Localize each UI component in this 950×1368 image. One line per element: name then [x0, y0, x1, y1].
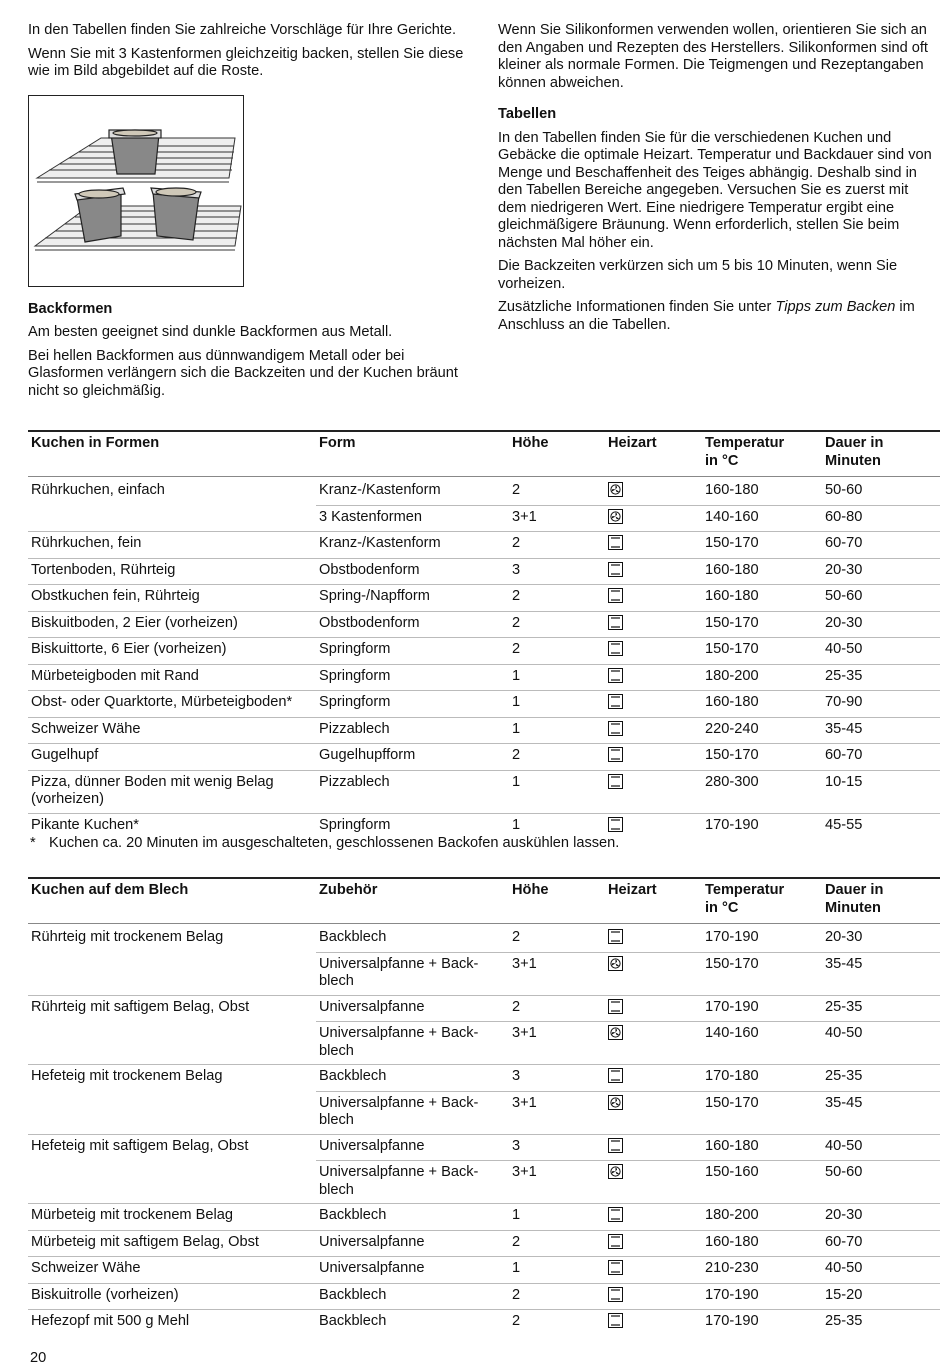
top-bottom-heat-icon — [608, 1235, 623, 1251]
table-row — [28, 477, 940, 506]
top-bottom-heat-icon — [608, 642, 623, 658]
table-kuchen-in-formen — [28, 430, 940, 839]
cell-temp: 150-170 — [702, 638, 822, 665]
zusatz-suffix: im Anschluss an die Tabellen. — [498, 299, 915, 333]
cell-heizart — [605, 1204, 702, 1231]
vorheizen-paragraph: Die Backzeiten verkürzen sich um 5 bis 10 Minuten, wenn Sie vorheizen. — [498, 258, 898, 292]
cell-hoehe: 3+1 — [509, 1022, 605, 1065]
cell-form: Obstbodenform — [316, 558, 509, 585]
cell-dauer: 40-50 — [822, 1022, 940, 1065]
cell-temp: 150-170 — [702, 1091, 822, 1134]
cell-name: Schweizer Wähe — [28, 1257, 316, 1284]
cell-heizart — [605, 1257, 702, 1284]
cell-hoehe: 3 — [509, 558, 605, 585]
cell-hoehe: 3+1 — [509, 505, 605, 532]
cell-form: Backblech — [316, 1283, 509, 1310]
cell-heizart — [605, 717, 702, 744]
cell-dauer: 40-50 — [822, 1257, 940, 1284]
cell-dauer: 10-15 — [822, 770, 940, 813]
fan-icon — [608, 483, 623, 499]
backformen-paragraph-1: Am besten geeignet sind dunkle Backformen aus Metall. — [28, 324, 393, 340]
cell-form: Backblech — [316, 1065, 509, 1092]
cell-hoehe: 2 — [509, 611, 605, 638]
cell-name — [28, 1161, 316, 1204]
cell-dauer: 70-90 — [822, 691, 940, 718]
cell-dauer: 20-30 — [822, 611, 940, 638]
cell-heizart — [605, 505, 702, 532]
cell-heizart — [605, 924, 702, 953]
table-row — [28, 1134, 940, 1161]
table-row — [28, 770, 940, 813]
cell-name: Obst- oder Quarktorte, Mürbeteigboden* — [28, 691, 316, 718]
cell-dauer: 50-60 — [822, 585, 940, 612]
cell-name: Rührteig mit trockenem Belag — [31, 929, 224, 945]
cell-heizart — [605, 1134, 702, 1161]
table-header-row — [28, 431, 940, 477]
cell-heizart — [605, 995, 702, 1022]
top-bottom-heat-icon — [608, 589, 623, 605]
cell-temp: 160-180 — [702, 1134, 822, 1161]
cell-dauer: 40-50 — [822, 1134, 940, 1161]
table-row — [28, 1257, 940, 1284]
cell-heizart — [605, 1091, 702, 1134]
header-hoehe: Höhe — [509, 431, 605, 477]
table-row — [28, 1065, 940, 1092]
top-bottom-heat-icon — [608, 536, 623, 552]
cell-hoehe: 3+1 — [509, 952, 605, 995]
cell-dauer: 25-35 — [822, 664, 940, 691]
cell-hoehe: 3+1 — [509, 1161, 605, 1204]
cell-form: Gugelhupfform — [316, 744, 509, 771]
tabellen-heading: Tabellen — [498, 106, 557, 122]
cell-hoehe: 1 — [509, 770, 605, 813]
cell-name: Biskuittorte, 6 Eier (vorheizen) — [28, 638, 316, 665]
cell-dauer: 25-35 — [822, 995, 940, 1022]
cell-form: Pizzablech — [316, 770, 509, 813]
cell-temp: 160-180 — [702, 558, 822, 585]
cell-temp: 170-190 — [705, 929, 759, 945]
table-row — [28, 1204, 940, 1231]
cell-heizart — [605, 558, 702, 585]
cell-dauer: 50-60 — [822, 1161, 940, 1204]
header-kuchen: Kuchen auf dem Blech — [28, 878, 316, 924]
cell-temp: 160-180 — [702, 691, 822, 718]
cell-temp: 180-200 — [702, 664, 822, 691]
backformen-paragraph-2: Bei hellen Backformen aus dünnwandigem Metall oder bei Glasformen verlängern sich die Backzeiten und der Kuchen bräunt nicht so gleichmäßig. — [28, 347, 458, 399]
cell-heizart — [605, 585, 702, 612]
table-row — [28, 995, 940, 1022]
table-body — [28, 924, 940, 1336]
cell-temp: 150-170 — [702, 611, 822, 638]
cell-dauer: 60-70 — [822, 744, 940, 771]
cell-form: Universalpfanne — [316, 995, 509, 1022]
tabellen-paragraph: In den Tabellen finden Sie für die verschiedenen Kuchen und Gebäcke die optimale Heizart. Temperatur und Backdauer sind von Menge und Beschaffenheit des Teiges abhängig. Deshalb sind in den Tabellen Bereiche angegeben. Versuchen Sie es zuerst mit dem niedrigeren Wert. Eine niedrigere Temperatur ergibt eine gleichmäßigere Bräunung. Wenn erforderlich, stellen Sie beim nächsten Mal höher ein. — [498, 129, 932, 251]
cell-name: Hefezopf mit 500 g Mehl — [28, 1310, 316, 1336]
fan-icon — [608, 1165, 623, 1181]
fan-icon — [608, 510, 623, 526]
header-temperatur: Temperatur in °C — [702, 431, 822, 477]
cell-name: Biskuitboden, 2 Eier (vorheizen) — [28, 611, 316, 638]
top-bottom-heat-icon — [608, 695, 623, 711]
cell-form: 3 Kastenformen — [316, 505, 509, 532]
fan-icon — [608, 1026, 623, 1042]
cell-dauer: 25-35 — [822, 1310, 940, 1336]
cell-hoehe: 3 — [509, 1134, 605, 1161]
cell-name: Tortenboden, Rührteig — [28, 558, 316, 585]
cell-dauer: 25-35 — [822, 1065, 940, 1092]
cell-temp: 150-160 — [702, 1161, 822, 1204]
cell-temp: 180-200 — [702, 1204, 822, 1231]
page-number: 20 — [30, 1350, 47, 1366]
cell-name: Obstkuchen fein, Rührteig — [28, 585, 316, 612]
cell-hoehe: 2 — [509, 1283, 605, 1310]
cell-name: Rührkuchen, fein — [28, 532, 316, 559]
header-kuchen: Kuchen in Formen — [28, 431, 316, 477]
three-loaf-pans-image — [29, 96, 243, 286]
table-row — [28, 1230, 940, 1257]
header-dauer: Dauer in Minuten — [822, 878, 940, 924]
table-row — [28, 924, 940, 953]
top-bottom-heat-icon — [608, 563, 623, 579]
table-row — [28, 1283, 940, 1310]
cell-form: Universalpfanne + Back-blech — [316, 952, 509, 995]
cell-temp: 160-180 — [702, 585, 822, 612]
cell-heizart — [605, 1230, 702, 1257]
cell-heizart — [605, 638, 702, 665]
cell-hoehe: 1 — [509, 717, 605, 744]
table-row — [28, 744, 940, 771]
cell-hoehe: 3 — [509, 1065, 605, 1092]
cell-name — [28, 1091, 316, 1134]
cell-heizart — [605, 952, 702, 995]
cell-hoehe: 1 — [509, 664, 605, 691]
cell-hoehe: 2 — [509, 638, 605, 665]
cell-temp: 220-240 — [702, 717, 822, 744]
cell-form: Springform — [316, 664, 509, 691]
cell-temp: 140-160 — [702, 505, 822, 532]
cell-heizart — [605, 744, 702, 771]
cell-heizart — [605, 532, 702, 559]
right-column — [498, 22, 938, 340]
cell-dauer: 20-30 — [822, 558, 940, 585]
cell-name: Hefeteig mit saftigem Belag, Obst — [28, 1134, 316, 1161]
cell-hoehe: 2 — [509, 1230, 605, 1257]
top-bottom-heat-icon — [608, 669, 623, 685]
cell-heizart — [605, 611, 702, 638]
cell-form: Universalpfanne + Back-blech — [316, 1022, 509, 1065]
cell-name: Gugelhupf — [28, 744, 316, 771]
cell-name — [28, 505, 316, 532]
kastenformen-paragraph: Wenn Sie mit 3 Kastenformen gleichzeitig backen, stellen Sie diese wie im Bild abgebildet auf die Roste. — [28, 45, 464, 79]
cell-temp: 280-300 — [702, 770, 822, 813]
cell-dauer: 60-70 — [822, 1230, 940, 1257]
header-temperatur: Temperatur in °C — [702, 878, 822, 924]
cell-temp: 140-160 — [702, 1022, 822, 1065]
table-row — [28, 611, 940, 638]
cell-heizart — [605, 770, 702, 813]
header-heizart: Heizart — [605, 878, 702, 924]
cell-form: Obstbodenform — [316, 611, 509, 638]
cell-dauer: 20-30 — [825, 929, 863, 945]
table-row — [28, 1310, 940, 1336]
cell-form: Universalpfanne + Back-blech — [316, 1091, 509, 1134]
cell-dauer: 20-30 — [822, 1204, 940, 1231]
intro-paragraph: In den Tabellen finden Sie zahlreiche Vorschläge für Ihre Gerichte. — [28, 22, 457, 38]
header-form: Form — [316, 431, 509, 477]
cell-name: Rührkuchen, einfach — [31, 482, 165, 498]
cell-form: Pizzablech — [316, 717, 509, 744]
top-bottom-heat-icon — [608, 1069, 623, 1085]
cell-temp: 210-230 — [702, 1257, 822, 1284]
table-row — [28, 585, 940, 612]
cell-heizart — [605, 477, 702, 506]
header-heizart: Heizart — [605, 431, 702, 477]
cell-temp: 150-170 — [702, 532, 822, 559]
backformen-heading: Backformen — [28, 300, 113, 317]
cell-form: Springform — [316, 638, 509, 665]
cell-dauer: 50-60 — [825, 482, 863, 498]
top-bottom-heat-icon — [608, 1000, 623, 1016]
cell-form: Universalpfanne — [316, 1230, 509, 1257]
cell-hoehe: 2 — [509, 1310, 605, 1336]
cell-hoehe: 2 — [509, 744, 605, 771]
footnote-star: * — [30, 835, 36, 851]
table-row — [28, 558, 940, 585]
cell-heizart — [605, 1310, 702, 1336]
fan-icon — [608, 1096, 623, 1112]
cell-temp: 150-170 — [702, 744, 822, 771]
top-bottom-heat-icon — [608, 722, 623, 738]
top-bottom-heat-icon — [608, 930, 623, 946]
table-row — [28, 1161, 940, 1204]
table-row — [28, 1022, 940, 1065]
cell-form: Springform — [316, 691, 509, 718]
footnote-text: Kuchen ca. 20 Minuten im ausgeschalteten, geschlossenen Backofen auskühlen lassen. — [49, 835, 620, 851]
cell-name: Mürbeteigboden mit Rand — [28, 664, 316, 691]
cell-heizart — [605, 1022, 702, 1065]
cell-name: Biskuitrolle (vorheizen) — [28, 1283, 316, 1310]
cell-hoehe: 1 — [509, 813, 605, 839]
table-row — [28, 1091, 940, 1134]
header-zubehoer: Zubehör — [316, 878, 509, 924]
table-row — [28, 952, 940, 995]
cell-form: Backblech — [316, 1310, 509, 1336]
top-bottom-heat-icon — [608, 1139, 623, 1155]
cell-name — [28, 952, 316, 995]
table-row — [28, 691, 940, 718]
cell-temp: 160-180 — [705, 482, 759, 498]
header-dauer: Dauer in Minuten — [822, 431, 940, 477]
table-body — [28, 477, 940, 840]
cell-heizart — [605, 1283, 702, 1310]
tipps-link-text: Tipps zum Backen — [775, 299, 896, 315]
cell-form: Backblech — [319, 929, 387, 945]
cell-dauer: 60-70 — [822, 532, 940, 559]
cell-dauer: 15-20 — [822, 1283, 940, 1310]
cell-temp: 170-190 — [702, 813, 822, 839]
cell-name — [28, 1022, 316, 1065]
cell-hoehe: 1 — [509, 1204, 605, 1231]
cell-temp: 170-190 — [702, 1283, 822, 1310]
top-bottom-heat-icon — [608, 1208, 623, 1224]
header-hoehe: Höhe — [509, 878, 605, 924]
cell-hoehe: 2 — [512, 929, 521, 945]
cell-form: Universalpfanne — [316, 1134, 509, 1161]
cell-dauer: 45-55 — [822, 813, 940, 839]
cell-heizart — [605, 664, 702, 691]
cell-name: Pikante Kuchen* — [28, 813, 316, 839]
cell-dauer: 60-80 — [822, 505, 940, 532]
cell-form: Backblech — [316, 1204, 509, 1231]
zusatz-prefix: Zusätzliche Informationen finden Sie unter — [498, 299, 776, 315]
left-column — [28, 22, 468, 406]
cell-dauer: 40-50 — [822, 638, 940, 665]
top-bottom-heat-icon — [608, 1288, 623, 1304]
cell-temp: 170-180 — [702, 1065, 822, 1092]
cell-dauer: 35-45 — [822, 1091, 940, 1134]
cell-form: Spring-/Napfform — [316, 585, 509, 612]
cell-dauer: 35-45 — [822, 717, 940, 744]
cell-temp: 150-170 — [702, 952, 822, 995]
cell-name: Hefeteig mit trockenem Belag — [28, 1065, 316, 1092]
cell-name: Mürbeteig mit trockenem Belag — [28, 1204, 316, 1231]
table-row — [28, 664, 940, 691]
cell-temp: 170-190 — [702, 995, 822, 1022]
cell-name: Schweizer Wähe — [28, 717, 316, 744]
cell-form: Universalpfanne + Back-blech — [316, 1161, 509, 1204]
table-row — [28, 638, 940, 665]
cell-hoehe: 1 — [509, 691, 605, 718]
cell-hoehe: 1 — [509, 1257, 605, 1284]
cell-hoehe: 2 — [512, 482, 521, 498]
cell-hoehe: 2 — [509, 995, 605, 1022]
table-row — [28, 717, 940, 744]
cell-heizart — [605, 1065, 702, 1092]
top-bottom-heat-icon — [608, 775, 623, 791]
cell-heizart — [605, 1161, 702, 1204]
cell-form: Kranz-/Kastenform — [316, 532, 509, 559]
cell-name: Rührteig mit saftigem Belag, Obst — [28, 995, 316, 1022]
footnote — [30, 835, 930, 853]
top-bottom-heat-icon — [608, 616, 623, 632]
cell-name: Pizza, dünner Boden mit wenig Belag (vorheizen) — [28, 770, 316, 813]
top-bottom-heat-icon — [608, 818, 623, 834]
table-row — [28, 505, 940, 532]
cell-dauer: 35-45 — [822, 952, 940, 995]
cell-hoehe: 2 — [509, 532, 605, 559]
cell-name: Mürbeteig mit saftigem Belag, Obst — [28, 1230, 316, 1257]
cell-hoehe: 2 — [509, 585, 605, 612]
cell-temp: 170-190 — [702, 1310, 822, 1336]
table-kuchen-auf-dem-blech — [28, 877, 940, 1336]
cell-form: Springform — [316, 813, 509, 839]
cell-hoehe: 3+1 — [509, 1091, 605, 1134]
zusatz-paragraph — [498, 299, 938, 334]
top-bottom-heat-icon — [608, 1314, 623, 1330]
top-bottom-heat-icon — [608, 1261, 623, 1277]
fan-icon — [608, 957, 623, 973]
cell-form: Kranz-/Kastenform — [319, 482, 441, 498]
cell-form: Universalpfanne — [316, 1257, 509, 1284]
silikonformen-paragraph: Wenn Sie Silikonformen verwenden wollen, orientieren Sie sich an den Angaben und Rezepten des Herstellers. Silikonformen sind oft kleiner als normale Formen. Die Teigmengen und Rezeptangaben können abweichen. — [498, 22, 928, 91]
table-header-row — [28, 878, 940, 924]
table-row — [28, 532, 940, 559]
cell-temp: 160-180 — [702, 1230, 822, 1257]
cell-heizart — [605, 691, 702, 718]
top-bottom-heat-icon — [608, 748, 623, 764]
oven-racks-illustration — [28, 95, 244, 287]
